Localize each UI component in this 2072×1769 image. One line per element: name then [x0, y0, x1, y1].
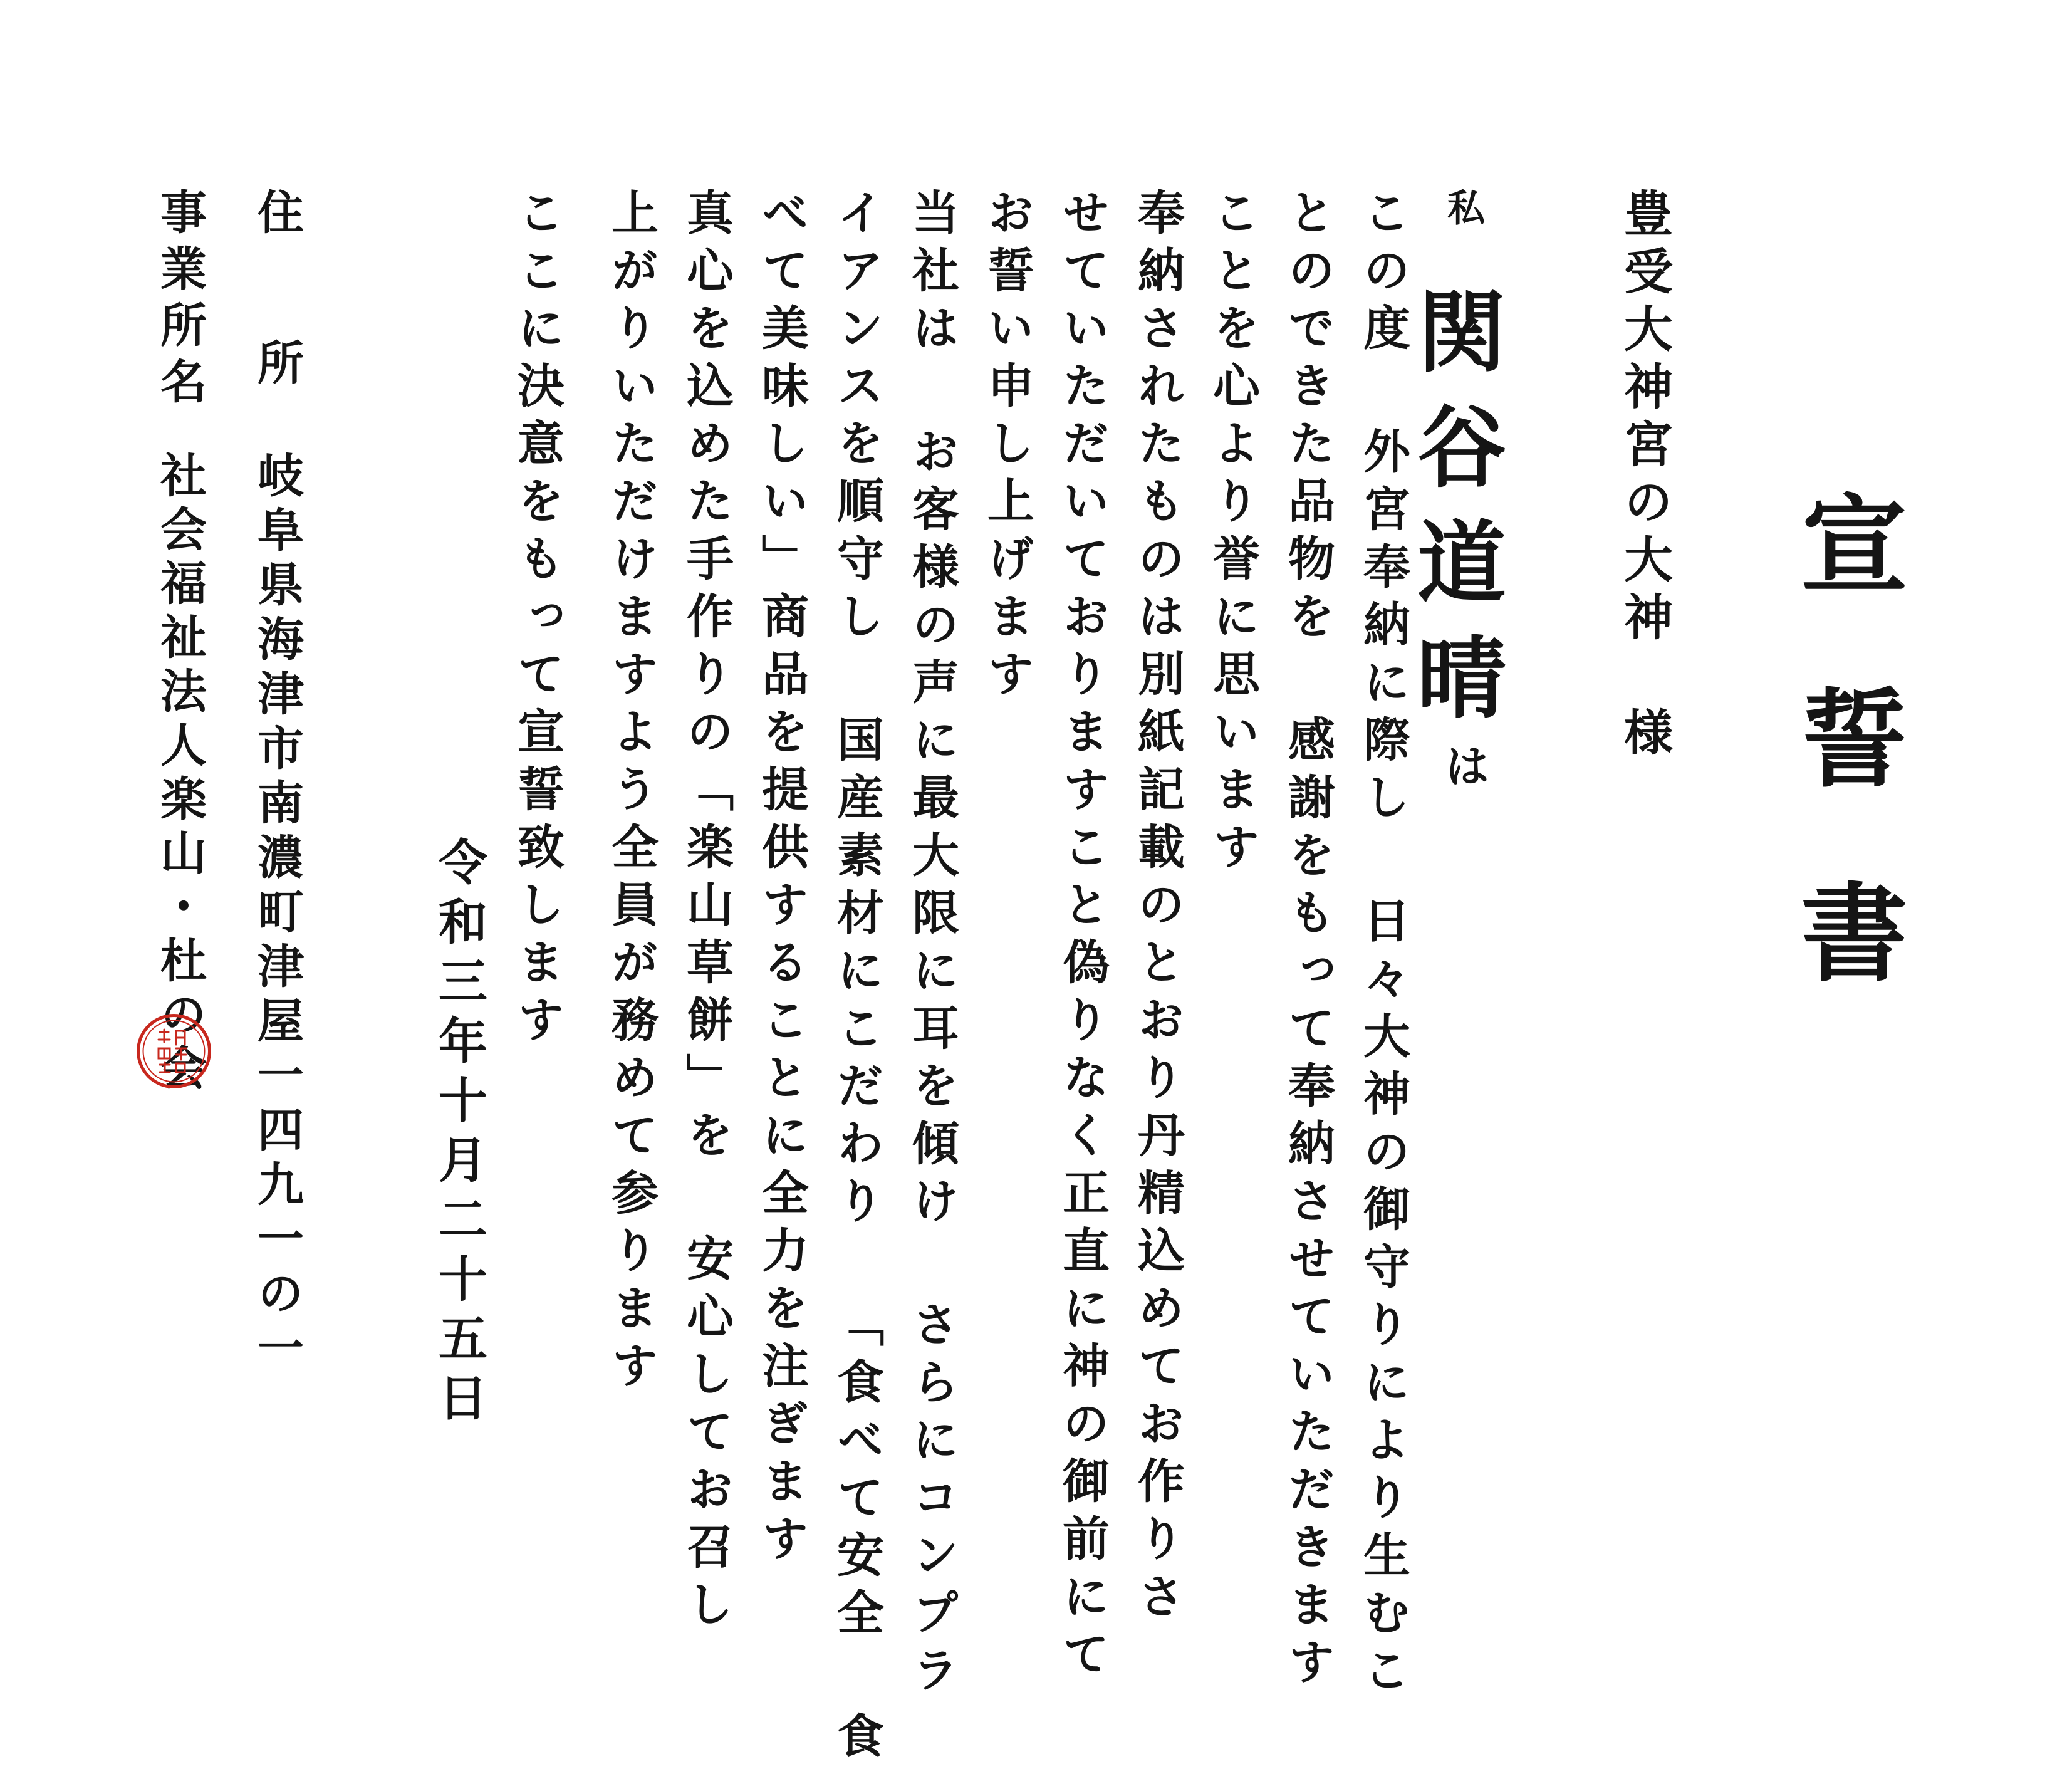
body-line: ここに決意をもって宣誓致します [510, 188, 565, 1053]
address-label: 所 [250, 338, 304, 385]
body-line: イアンスを順守し 国産素材にこだわり 「食べて安全 食 [830, 188, 885, 1769]
declarant-name: 関谷道晴 [1402, 285, 1506, 746]
body-line: 奉納されたものは別紙記載のとおり丹精込めてお作りさ [1130, 188, 1185, 1629]
body-line: 真心を込めた手作りの「楽山草餅」を 安心してお召し [679, 188, 734, 1637]
declarant-prefix: 私 [1441, 188, 1485, 226]
declarant-suffix: は [1437, 743, 1491, 788]
body-line: べて美味しい」商品を提供することに全力を注ぎます [754, 188, 810, 1572]
office-value: 社会福祉法人楽山・杜の会 [153, 451, 207, 1098]
body-line: お誓い申し上げます [980, 188, 1035, 707]
body-line: とのできた品物を 感謝をもって奉納させていただきます [1281, 188, 1336, 1695]
red-seal-stamp-icon [135, 1012, 213, 1090]
addressee: 豊受大神宮の大神 様 [1616, 188, 1673, 764]
address-label: 住 [250, 188, 304, 234]
body-line: 当社は お客様の声に最大限に耳を傾け さらにコンプラ [905, 188, 960, 1703]
body-line: 上がりいただけますよう全員が務めて参ります [604, 188, 659, 1399]
body-line: ことを心より誉に思います [1205, 188, 1261, 880]
body-line: せていただいておりますこと偽りなく正直に神の御前にて [1055, 188, 1110, 1687]
body-line: この度 外宮奉納に際し 日々大神の御守りにより生むこ [1356, 188, 1411, 1703]
document-title: 宣誓書 [1783, 489, 1908, 1072]
office-label: 事業所名 [153, 188, 207, 414]
address-value: 岐阜県海津市南濃町津屋一四九一の一 [250, 451, 304, 1378]
declaration-date: 令和三年十月二十五日 [430, 837, 487, 1432]
